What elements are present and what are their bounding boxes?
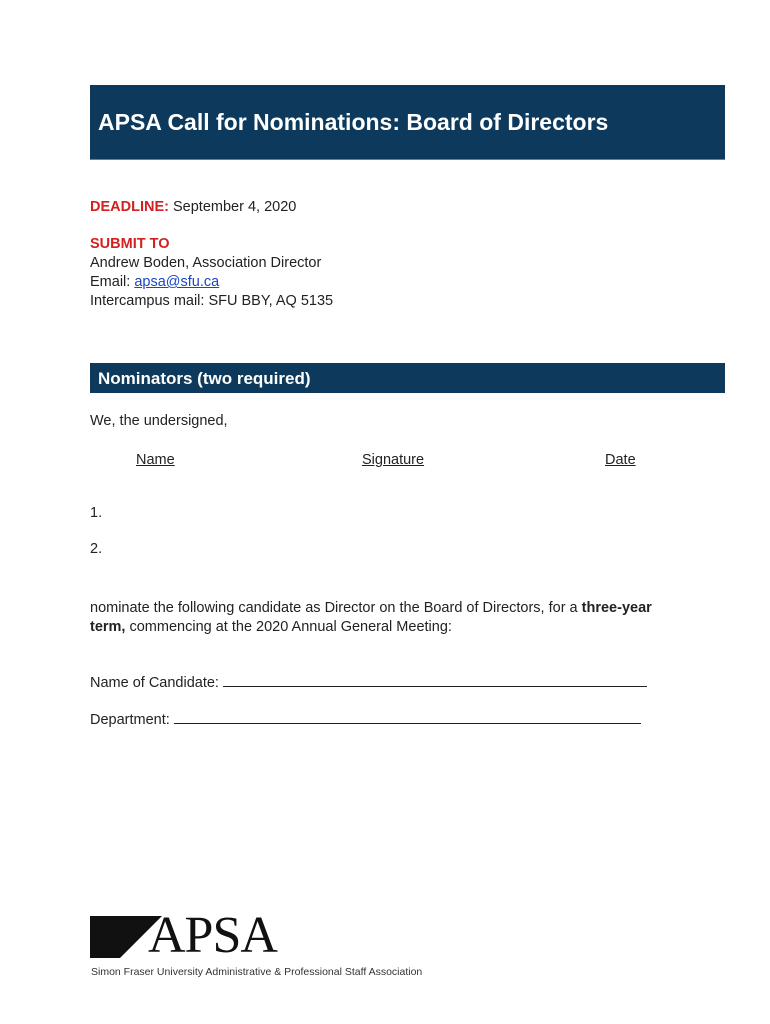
title-banner — [90, 85, 725, 159]
submit-to-name: Andrew Boden, Association Director — [90, 255, 322, 271]
nominators-heading: Nominators (two required) — [98, 369, 311, 388]
nominators-intro: We, the undersigned, — [90, 413, 228, 429]
submit-email-line — [90, 274, 219, 290]
nominator-row-1: 1. — [90, 505, 103, 521]
nominate-text-b: commencing at the 2020 Annual General Meeting: — [125, 619, 452, 635]
nominate-bold-b: term, — [90, 619, 126, 635]
nominate-text-line-1 — [90, 600, 652, 616]
department-input-line[interactable] — [174, 711, 641, 724]
nominate-text-a: nominate the following candidate as Director on the Board of Directors, for a — [90, 600, 582, 616]
submit-to-label: SUBMIT TO — [90, 236, 170, 252]
nominate-text-line-2 — [90, 619, 452, 635]
email-label: Email: — [90, 274, 135, 290]
deadline-value: September 4, 2020 — [172, 199, 297, 215]
email-link[interactable]: apsa@sfu.ca — [134, 274, 220, 290]
nominate-bold-a: three-year — [581, 600, 652, 616]
column-date: Date — [605, 452, 636, 468]
department-label: Department: — [90, 712, 174, 728]
nominator-row-2: 2. — [90, 541, 103, 557]
candidate-label: Name of Candidate: — [90, 675, 223, 691]
nominators-section-bar — [90, 363, 725, 393]
apsa-subtitle: Simon Fraser University Administrative & Professional Staff Association — [91, 966, 423, 978]
candidate-input-line[interactable] — [223, 674, 647, 687]
page-title: APSA Call for Nominations: Board of Directors — [98, 109, 609, 135]
intercampus-mail: Intercampus mail: SFU BBY, AQ 5135 — [90, 293, 334, 309]
deadline-line — [90, 199, 296, 215]
candidate-field — [90, 674, 647, 691]
deadline-label: DEADLINE: — [90, 199, 169, 215]
department-field — [90, 711, 641, 728]
column-signature: Signature — [362, 452, 425, 468]
apsa-wordmark: APSA — [148, 907, 277, 964]
column-name: Name — [136, 452, 175, 468]
